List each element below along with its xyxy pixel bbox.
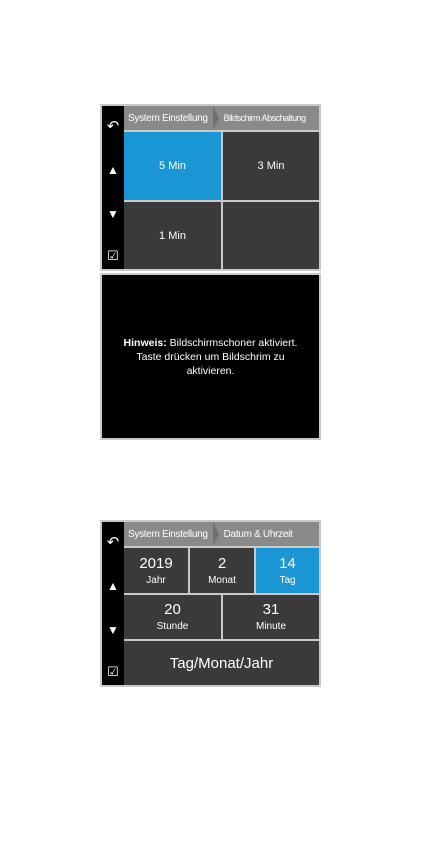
breadcrumb-item: Datum & Uhrzeit [223,528,293,540]
minute-field[interactable] [223,595,319,639]
back-icon[interactable]: ↶ [106,534,120,551]
sidebar [102,522,124,685]
breadcrumb-item[interactable]: System Einstellung [128,112,208,124]
month-label: Monat [208,574,236,586]
year-value: 2019 [139,554,173,572]
date-format-label: Tag/Monat/Jahr [169,654,274,672]
day-value: 14 [279,554,296,572]
breadcrumb [124,522,319,546]
sidebar [102,106,124,269]
month-value: 2 [217,554,227,572]
down-arrow-icon[interactable]: ▼ [107,207,119,221]
up-arrow-icon[interactable]: ▲ [107,163,119,177]
screen-date-time-panel [100,520,321,687]
day-field[interactable] [256,548,319,593]
year-label: Jahr [146,574,166,586]
option-3-min[interactable] [223,132,319,200]
breadcrumb-separator [213,522,219,546]
screen-timeout-panel [100,104,321,271]
screensaver-notice [100,273,321,440]
hour-value: 20 [164,601,181,618]
minute-value: 31 [262,601,280,618]
down-arrow-icon[interactable]: ▼ [107,623,119,637]
notice-label: Hinweis: [123,336,167,349]
date-format-button[interactable] [124,641,319,685]
option-1-min[interactable] [124,202,221,269]
option-label: 1 Min [159,229,186,242]
breadcrumb [124,106,319,130]
hour-field[interactable] [124,595,221,639]
option-empty [223,202,319,269]
minute-label: Minute [255,621,286,632]
breadcrumb-item: Bildschirm Abschaltung [223,113,306,123]
back-icon[interactable]: ↶ [106,118,120,135]
month-field[interactable] [190,548,254,593]
up-arrow-icon[interactable]: ▲ [107,579,119,593]
breadcrumb-item[interactable]: System Einstellung [128,528,208,540]
confirm-icon[interactable]: ☑ [107,248,119,263]
notice-text: Bildschirmschoner aktiviert. Taste drücken um Bildschrim zu aktivieren. [136,336,298,377]
option-5-min[interactable] [124,132,221,200]
confirm-icon[interactable]: ☑ [107,664,119,679]
year-field[interactable] [124,548,188,593]
option-label: 5 Min [159,160,186,172]
breadcrumb-separator [213,106,219,130]
option-label: 3 Min [257,160,285,172]
day-label: Tag [279,574,296,586]
hour-label: Stunde [156,621,189,632]
